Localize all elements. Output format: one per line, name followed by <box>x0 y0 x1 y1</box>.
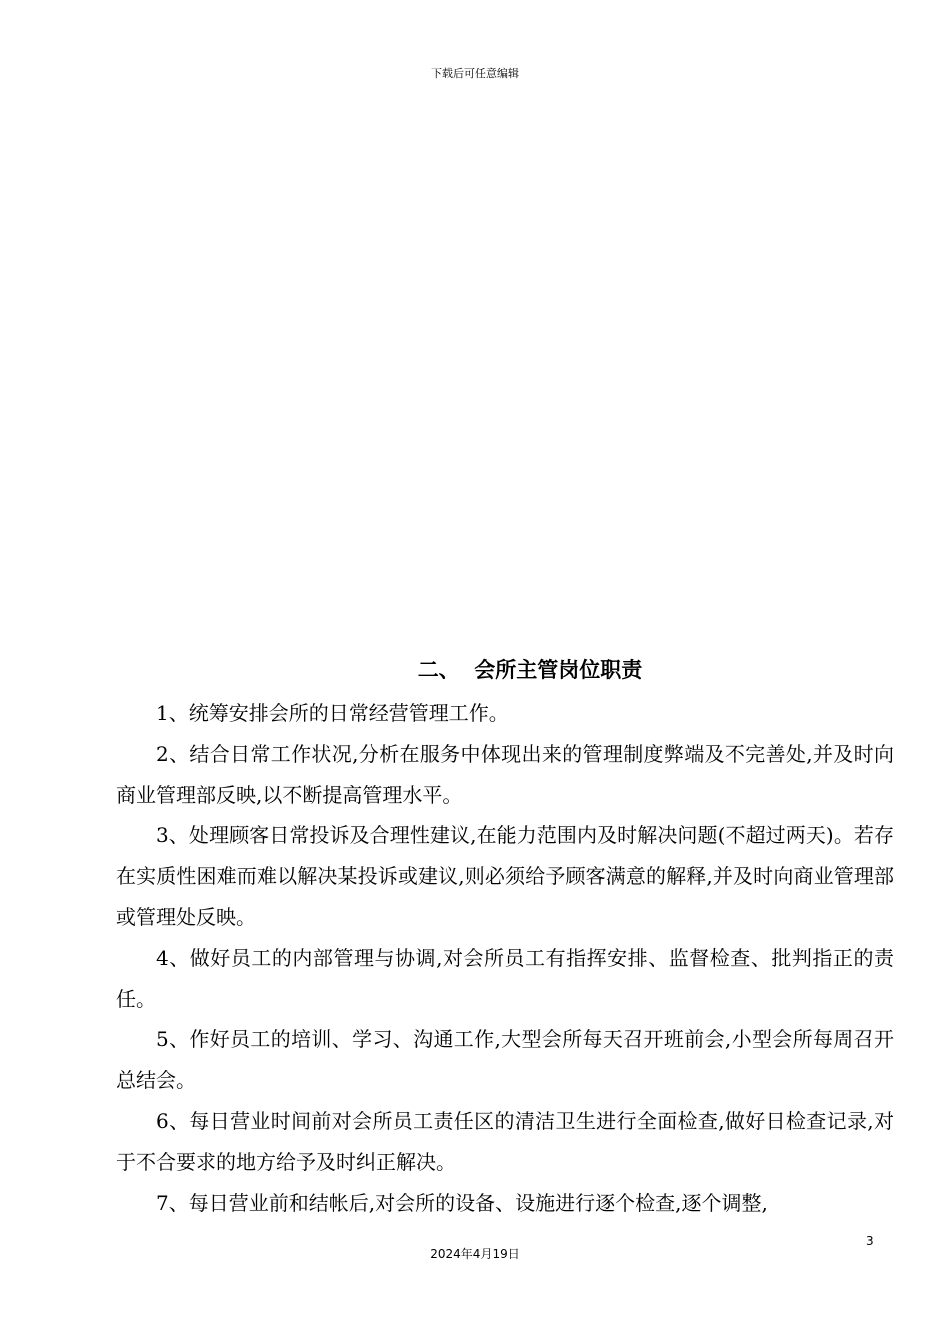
paragraph-item-1: 1、统筹安排会所的日常经营管理工作。 <box>156 701 509 725</box>
paragraph-item-4: 4、做好员工的内部管理与协调,对会所员工有指挥安排、监督检查、批判指正的责任。 <box>116 945 894 1011</box>
paragraph-item-2: 2、结合日常工作状况,分析在服务中体现出来的管理制度弊端及不完善处,并及时向商业管理部反映,以不断提高管理水平。 <box>116 741 894 807</box>
header-note: 下载后可任意编辑 <box>431 67 519 80</box>
document-body <box>116 693 894 1223</box>
paragraph-item-6: 6、每日营业时间前对会所员工责任区的清洁卫生进行全面检查,做好日检查记录,对于不合要求的地方给予及时纠正解决。 <box>116 1108 894 1174</box>
footer-date: 2024年4月19日 <box>430 1247 520 1261</box>
paragraph-item-7: 7、每日营业前和结帐后,对会所的设备、设施进行逐个检查,逐个调整, <box>156 1190 768 1215</box>
paragraph-item-5: 5、作好员工的培训、学习、沟通工作,大型会所每天召开班前会,小型会所每周召开总结会。 <box>116 1027 894 1093</box>
page-number: 3 <box>866 1234 874 1248</box>
section-title: 二、 会所主管岗位职责 <box>417 658 643 682</box>
paragraph-item-3: 3、处理顾客日常投诉及合理性建议,在能力范围内及时解决问题(不超过两天)。若存在实质性困难而难以解决某投诉或建议,则必须给予顾客满意的解释,并及时向商业管理部或管理处反映。 <box>116 823 894 929</box>
